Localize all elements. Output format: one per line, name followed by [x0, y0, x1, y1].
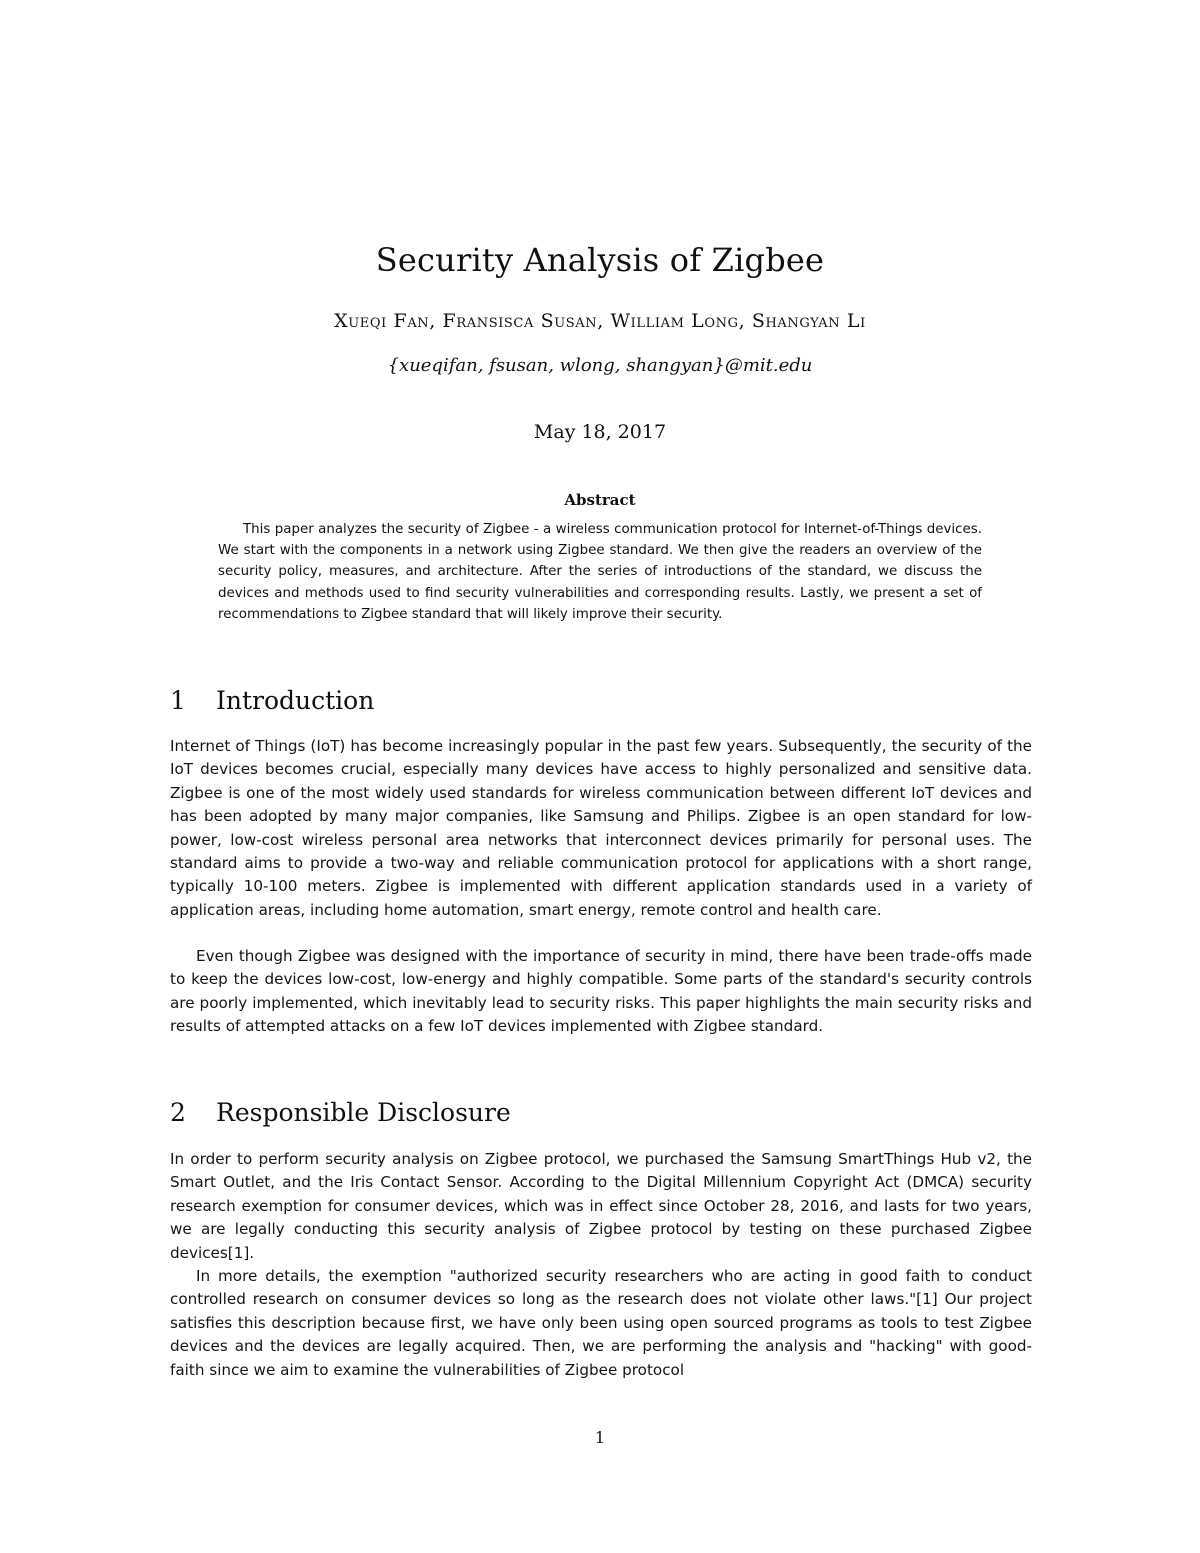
disclosure-paragraph-1: In order to perform security analysis on Zigbee protocol, we purchased the Samsung SmartThings Hub v2, the Smart Outlet, and the Iris Contact Sensor. According to the Digital Millennium Copyright Act (DMCA) security research exemption for consumer devices, which was in effect since October 28, 2016, and lasts for two years, we are legally conducting this security analysis of Zigbee protocol by testing on these purchased Zigbee devices[1].	[170, 1150, 1032, 1262]
section-heading-responsible-disclosure	[170, 1095, 1030, 1131]
section-number: 1	[170, 686, 186, 715]
abstract-heading: Abstract	[564, 491, 636, 509]
introduction-paragraph-1: Internet of Things (IoT) has become increasingly popular in the past few years. Subsequently, the security of the IoT devices becomes crucial, especially many devices have access to highly personalized and sensitive data. Zigbee is one of the most widely used standards for wireless communication between different IoT devices and has been adopted by many major companies, like Samsung and Philips. Zigbee is an open standard for low-power, low-cost wireless personal area networks that interconnect devices primarily for personal uses. The standard aims to provide a two-way and reliable communication protocol for applications with a short range, typically 10-100 meters. Zigbee is implemented with different application standards used in a variety of application areas, including home automation, smart energy, remote control and health care.	[170, 737, 1032, 919]
author-emails: {xueqifan, fsusan, wlong, shangyan}@mit.edu	[387, 355, 813, 376]
section-number: 2	[170, 1098, 186, 1127]
introduction-paragraph-2: Even though Zigbee was designed with the importance of security in mind, there have been trade-offs made to keep the devices low-cost, low-energy and highly compatible. Some parts of the standard's security controls are poorly implemented, which inevitably lead to security risks. This paper highlights the main security risks and results of attempted attacks on a few IoT devices implemented with Zigbee standard.	[170, 947, 1032, 1036]
section-title: Introduction	[216, 686, 375, 715]
publication-date: May 18, 2017	[533, 421, 667, 443]
disclosure-paragraph-2: In more details, the exemption "authorized security researchers who are acting in good faith to conduct controlled research on consumer devices so long as the research does not violate other laws."[1] Our project satisfies this description because first, we have only been using open sourced programs as tools to test Zigbee devices and the devices are legally acquired. Then, we are performing the analysis and "hacking" with good-faith since we aim to examine the vulnerabilities of Zigbee protocol	[170, 1267, 1032, 1379]
author-list: Xueqi Fan, Fransisca Susan, William Long, Shangyan Li	[334, 310, 866, 332]
paper-title: Security Analysis of Zigbee	[375, 241, 825, 279]
section-title: Responsible Disclosure	[216, 1098, 511, 1127]
page-number: 1	[594, 1428, 606, 1447]
abstract-text: This paper analyzes the security of Zigbee - a wireless communication protocol for Internet-of-Things devices. We start with the components in a network using Zigbee standard. We then give the readers an overview of the security policy, measures, and architecture. After the series of introductions of the standard, we discuss the devices and methods used to find security vulnerabilities and corresponding results. Lastly, we present a set of recommendations to Zigbee standard that will likely improve their security.	[218, 522, 982, 622]
section-heading-introduction	[170, 683, 1030, 719]
